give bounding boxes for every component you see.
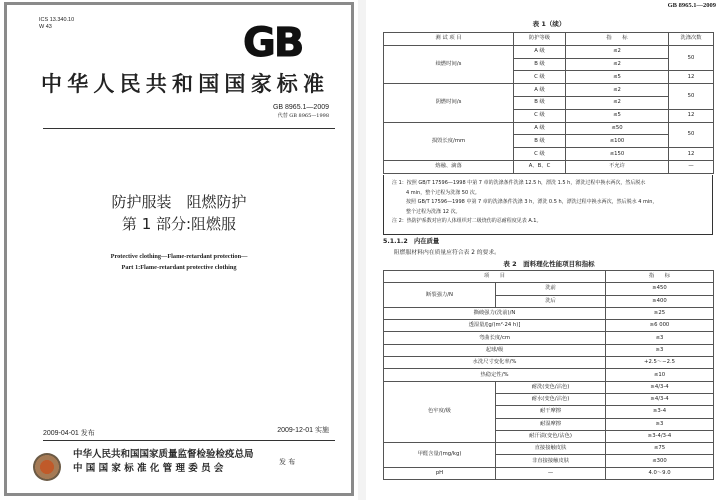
cell: ≤2	[566, 84, 669, 97]
cell: ≥25	[606, 307, 714, 319]
cell: —	[496, 467, 606, 479]
cell: 洗后	[496, 295, 606, 307]
note: 按照 GB/T 17596—1998 中第 7 章的洗涤条件洗涤 3 h，漂洗 0.5 h，漂洗过程中换水两次，然后脱水 4 min，	[406, 199, 658, 205]
seal-emblem	[33, 453, 61, 481]
page-header: GB 8965.1—2009	[667, 2, 716, 9]
cell: +2.5～−2.5	[606, 357, 714, 369]
note: 整个过程为洗涤 12 次。	[406, 208, 461, 215]
cell: 断裂强力/N	[384, 283, 496, 308]
cell: 耐湿摩擦	[496, 418, 606, 430]
table-row	[384, 283, 714, 295]
cell: ≤150	[566, 148, 669, 161]
table-header	[384, 33, 714, 46]
cell: ≤5	[566, 109, 669, 122]
implementation-date: 2009-12-01 实施	[277, 427, 329, 434]
table-row	[384, 467, 714, 479]
cell: pH	[384, 467, 496, 479]
cell: —	[669, 160, 714, 173]
cell: 12	[669, 109, 714, 122]
table-row	[384, 332, 714, 344]
table-row	[384, 381, 714, 393]
cell: ≥450	[606, 283, 714, 295]
th: 洗涤次数	[669, 33, 714, 46]
cell: B 级	[514, 58, 566, 71]
cell: C 级	[514, 71, 566, 84]
cell: ≤5	[566, 71, 669, 84]
cell: ≥4/3-4	[606, 381, 714, 393]
cell: 甲醛含量/(mg/kg)	[384, 443, 496, 468]
cell: 水洗尺寸变化率/%	[384, 357, 606, 369]
table2-caption: 表 2 面料理化性能项目和指标	[503, 260, 595, 268]
cell: 洗前	[496, 283, 606, 295]
ccs-code: W 43	[39, 24, 52, 30]
cell: ≤300	[606, 455, 714, 467]
english-title-1: Protective clothing—Flame-retardant protection—	[110, 253, 248, 260]
cell: ≤2	[566, 96, 669, 109]
cell: ≥4/3-4	[606, 393, 714, 405]
cell: 不允许	[566, 160, 669, 173]
th: 防护等级	[514, 33, 566, 46]
replaces-note: 代替 GB 8965—1998	[277, 113, 329, 119]
standard-number: GB 8965.1—2009	[272, 104, 329, 111]
table-row	[384, 344, 714, 356]
table1-notes	[383, 175, 713, 235]
note: 注 2：热防护系数对应的人体组织对二级烧伤的忍耐程度见表 A.1。	[392, 218, 542, 224]
table-row	[384, 160, 714, 173]
cell: ≥3-4/3-4	[606, 430, 714, 442]
cell: 耐洗(变色/沾色)	[496, 381, 606, 393]
cover-page	[4, 2, 354, 496]
title-line-1: 防护服装 阻燃防护	[111, 193, 247, 211]
cell: A 级	[514, 84, 566, 97]
cell: ≤100	[566, 135, 669, 148]
cell: ≥3	[606, 344, 714, 356]
cell: ≥6 000	[606, 320, 714, 332]
divider	[43, 440, 335, 441]
table1-caption: 表 1（续）	[532, 20, 566, 28]
cell: 续燃时间/s	[384, 45, 514, 83]
cell: 热稳定性/%	[384, 369, 606, 381]
cell: 弯曲长度/cm	[384, 332, 606, 344]
cell: A 级	[514, 122, 566, 135]
ics-code: ICS 13.340.10	[39, 17, 75, 23]
cell: 色牢度/级	[384, 381, 496, 442]
table-row	[384, 122, 714, 135]
th: 测 试 项 目	[384, 33, 514, 46]
cell: C 级	[514, 109, 566, 122]
title-line-2: 第 1 部分:阻燃服	[121, 215, 237, 233]
cell: ≤2	[566, 58, 669, 71]
note: 4 min，整个过程为洗涤 50 次。	[406, 189, 480, 196]
paragraph: 阻燃服材料内在质量应符合表 2 的要求。	[394, 250, 500, 256]
cell: 50	[669, 84, 714, 110]
cell: 损毁长度/mm	[384, 122, 514, 160]
table-1	[383, 32, 714, 174]
cell: ≥3-4	[606, 406, 714, 418]
table-row	[384, 369, 714, 381]
publish-label: 发 布	[279, 458, 296, 466]
cell: ≤2	[566, 45, 669, 58]
cell: 直接接触皮肤	[496, 443, 606, 455]
cell: 项 目	[384, 271, 606, 283]
classification	[39, 17, 74, 31]
cell: 透湿量/[g/(m²·24 h)]	[384, 320, 606, 332]
cell: 50	[669, 122, 714, 148]
section-heading: 5.1.1.2 内在质量	[383, 238, 440, 245]
table-row	[384, 443, 714, 455]
th: 指 标	[566, 33, 669, 46]
cell: 12	[669, 148, 714, 161]
cell: A 级	[514, 45, 566, 58]
cell: 起球/级	[384, 344, 606, 356]
table-row	[384, 357, 714, 369]
cell: 耐干摩擦	[496, 406, 606, 418]
table-row	[384, 84, 714, 97]
cell: ≤75	[606, 443, 714, 455]
cell: 非直接接触皮肤	[496, 455, 606, 467]
cell: 阴燃时间/s	[384, 84, 514, 122]
cell: 熔融、滴落	[384, 160, 514, 173]
issuer-1: 中华人民共和国国家质量监督检验检疫总局	[73, 449, 254, 460]
cell: ≤10	[606, 369, 714, 381]
cell: B 级	[514, 135, 566, 148]
note: 注 1：按照 GB/T 17596—1998 中第 7 章的洗涤条件洗涤 12.5 h，漂洗 1.5 h，漂洗过程中换水两次，然后脱水	[392, 180, 646, 186]
table-row	[384, 307, 714, 319]
cell: 50	[669, 45, 714, 71]
cell: B 级	[514, 96, 566, 109]
cell: 指 标	[606, 271, 714, 283]
cell: A、B、C	[514, 160, 566, 173]
cell: ≤50	[566, 122, 669, 135]
table-row	[384, 320, 714, 332]
issuer-2: 中 国 国 家 标 准 化 管 理 委 员 会	[73, 463, 224, 474]
cell: ≤3	[606, 332, 714, 344]
cell: ≥400	[606, 295, 714, 307]
divider	[43, 128, 335, 129]
cell: 耐汗渍(变色/沾色)	[496, 430, 606, 442]
cell: C 级	[514, 148, 566, 161]
national-standard-heading: 中华人民共和国国家标准	[41, 72, 330, 96]
issue-date: 2009-04-01 发布	[43, 430, 95, 437]
english-title-2: Part 1:Flame-retardant protective clothing	[121, 264, 237, 271]
table-2	[383, 270, 714, 480]
cell: 12	[669, 71, 714, 84]
gb-logo: GB	[243, 20, 303, 66]
cell: ≥3	[606, 418, 714, 430]
page-gap	[358, 0, 366, 500]
content-page	[372, 0, 726, 500]
cell: 撕破强力(洗前)/N	[384, 307, 606, 319]
table-row	[384, 45, 714, 58]
cell: 4.0～9.0	[606, 467, 714, 479]
table-header	[384, 271, 714, 283]
cell: 耐水(变色/沾色)	[496, 393, 606, 405]
